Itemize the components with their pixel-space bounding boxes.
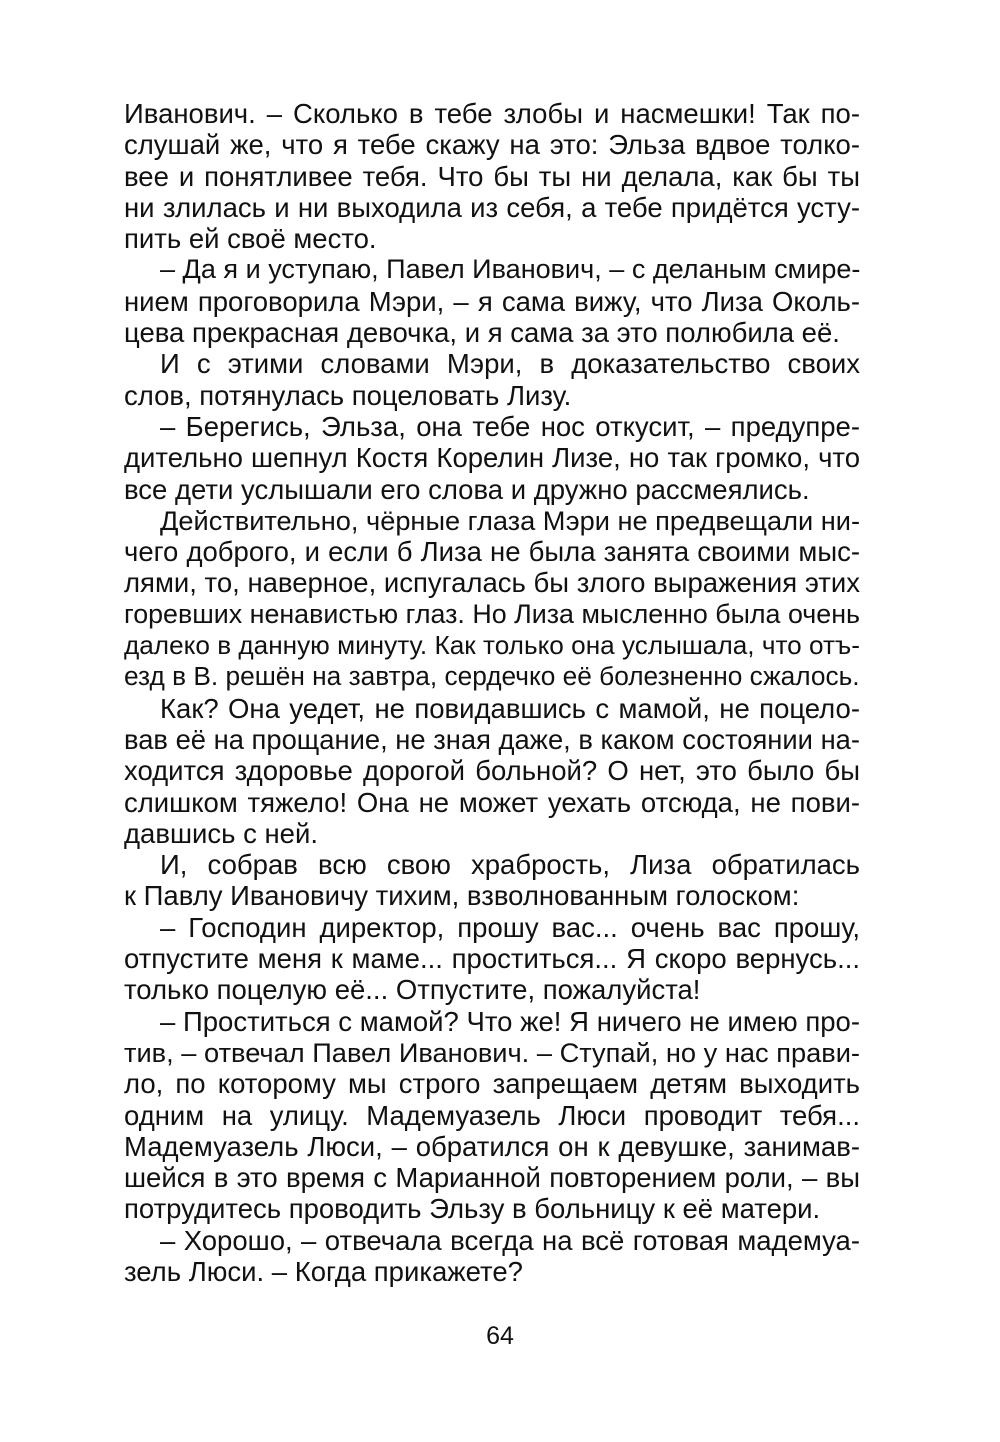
text-line: И с этими словами Мэри, в доказательство своих [160, 348, 860, 380]
text-line: слов, потянулась поцеловать Лизу. [124, 379, 572, 411]
text-line: дительно шепнул Костя Корелин Лизе, но так громко, что [124, 442, 860, 474]
text-line: Мадемуазель Люси, – обратился он к девушке, занимав- [124, 1130, 860, 1162]
paragraph [124, 505, 860, 693]
text-line: отпустите меня к маме... проститься... Я скоро вернусь... [124, 943, 860, 975]
text-line: тив, – отвечал Павел Иванович. – Ступай, но у нас прави- [124, 1036, 860, 1068]
text-line: одним на улицу. Мадемуазель Люси проводит тебя... [124, 1099, 860, 1131]
text-line: Как? Она уедет, не повидавшись с мамой, не поцело- [160, 692, 860, 724]
paragraph [124, 693, 860, 849]
text-line: лями, то, наверное, испугалась бы злого выражения этих [124, 567, 860, 599]
text-line: все дети услышали его слова и дружно рассмеялись. [124, 473, 810, 505]
text-line: к Павлу Ивановичу тихим, взволнованным голоском: [124, 880, 800, 912]
page-number: 64 [486, 1322, 514, 1350]
text-line: чего доброго, и если б Лиза не была занята своими мыс- [124, 536, 860, 568]
text-line: далеко в данную минуту. Как только она услышала, что отъ- [124, 630, 860, 661]
text-line: шейся в это время с Марианной повторением роли, – вы [124, 1162, 860, 1194]
paragraph [124, 254, 860, 348]
text-line: ло, по которому мы строго запрещаем детям выходить [124, 1068, 860, 1100]
text-line: – Проститься с мамой? Что же! Я ничего не имею про- [160, 1005, 860, 1037]
paragraph [124, 1006, 860, 1225]
text-line: потрудитесь проводить Эльзу в больницу к её матери. [124, 1193, 821, 1225]
paragraph [124, 849, 860, 912]
text-line: И, собрав всю свою храбрость, Лиза обратилась [160, 849, 860, 881]
paragraph [124, 1225, 860, 1288]
text-line: езд в В. решён на завтра, сердечко её болезненно сжалось. [124, 661, 860, 692]
text-line: давшись с ней. [124, 817, 318, 849]
paragraph [124, 348, 860, 411]
page-body-text [124, 98, 860, 1287]
text-line: горевших ненавистью глаз. Но Лиза мысленно была очень [124, 598, 860, 629]
text-line: – Хорошо, – отвечала всегда на всё готовая мадемуа- [160, 1224, 860, 1256]
text-line: слишком тяжело! Она не может уехать отсюда, не пови- [124, 786, 860, 818]
paragraph [124, 912, 860, 1006]
text-line: – Да я и уступаю, Павел Иванович, – с деланым смире- [160, 254, 861, 285]
text-line: – Берегись, Эльза, она тебе нос откусит, – предупре- [160, 410, 860, 442]
text-line: Действительно, чёрные глаза Мэри не предвещали ни- [160, 504, 861, 536]
text-line: – Господин директор, прошу вас... очень вас прошу, [160, 911, 860, 943]
text-line: ни злилась и ни выходила из себя, а тебе придётся усту- [124, 191, 860, 223]
paragraph [124, 411, 860, 505]
text-line: только поцелую её... Отпустите, пожалуйста! [124, 974, 701, 1006]
text-line: зель Люси. – Когда прикажете? [124, 1255, 523, 1287]
text-line: слушай же, что я тебе скажу на это: Эльза вдвое толко- [124, 129, 860, 161]
paragraph [124, 98, 860, 254]
text-line: ходится здоровье дорогой больной? О нет, это было бы [124, 755, 860, 787]
text-line: пить ей своё место. [124, 223, 377, 255]
text-line: Иванович. – Сколько в тебе злобы и насмешки! Так по- [124, 98, 860, 129]
text-line: цева прекрасная девочка, и я сама за это полюбила её. [124, 317, 840, 349]
text-line: вее и понятливее тебя. Что бы ты ни делала, как бы ты [124, 160, 860, 192]
text-line: нием проговорила Мэри, – я сама вижу, что Лиза Околь- [124, 285, 860, 317]
text-line: вав её на прощание, не зная даже, в каком состоянии на- [124, 723, 860, 755]
